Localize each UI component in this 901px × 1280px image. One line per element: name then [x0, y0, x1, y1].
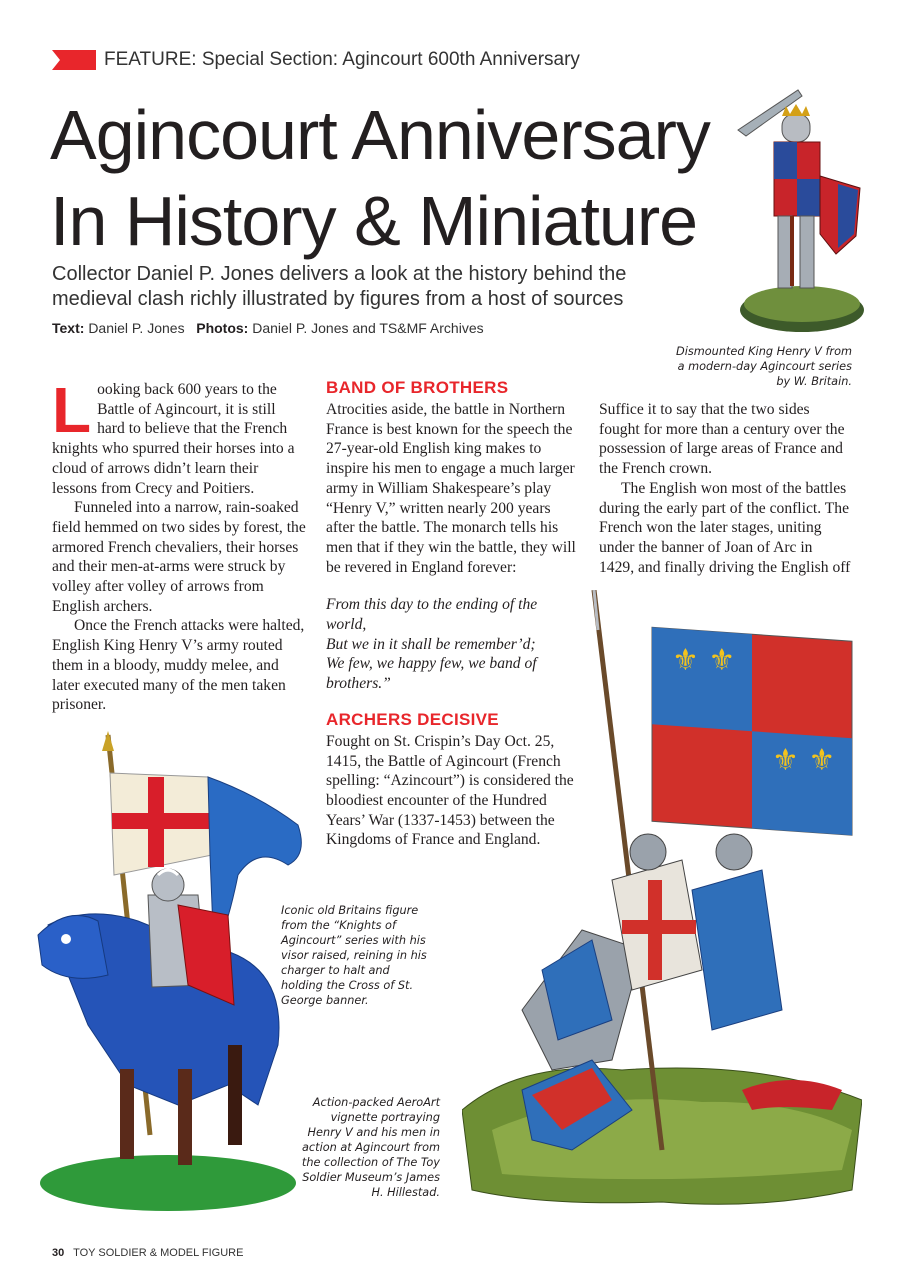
column1-paragraph-3: Once the French attacks were halted, English King Henry V’s army routed them in a bloody, muddy melee, and later executed many of the men taken prisoner.	[52, 617, 305, 714]
column1-paragraph-1: ooking back 600 years to the Battle of Agincourt, it is still hard to believe that the French knights who spurred their horses into a cloud of arrows didn’t learn their lessons from Crecy and Poitiers.	[52, 381, 295, 497]
column2-paragraph-2: Fought on St. Crispin’s Day Oct. 25, 1415, the Battle of Agincourt (French spelling: “Azincourt”) is considered the bloodiest encounter of the Hundred Years’ War (1337-1453) between the Kingdoms of France and England.	[326, 732, 574, 849]
page-footer	[52, 1247, 243, 1259]
king-henry-figure-illustration	[728, 84, 868, 342]
aeroart-vignette-illustration	[462, 590, 862, 1210]
page-title	[50, 92, 750, 264]
drop-cap: L	[52, 374, 92, 446]
svg-text:⚜ ⚜: ⚜ ⚜	[672, 643, 736, 678]
credits	[52, 320, 484, 336]
body-column-1	[52, 374, 307, 715]
title-line-2: In History & Miniature	[50, 182, 698, 260]
column3-paragraph-2: The English won most of the battles during the early part of the conflict. The French won the later stages, uniting under the banner of Joan of Arc in 1429, and finally driving the English off	[599, 479, 851, 576]
column3-paragraph-1: Suffice it to say that the two sides fought for more than a century over the possession of large areas of France and the French crown.	[599, 401, 845, 478]
quote-line-1: From this day to the ending of the world,	[326, 596, 538, 634]
column2-paragraph-1: Atrocities aside, the battle in Northern France is best known for the speech the 27-year-old English king makes to inspire his men to engage a much larger army in William Shakespeare’s play “Henry V,” written nearly 200 years after the battle. The monarch tells his men that if they win the battle, they will be revered in England forever:	[326, 401, 576, 576]
page-number: 30	[52, 1247, 65, 1259]
text-credit-label: Text:	[52, 320, 85, 336]
caption-aeroart-vignette: Action-packed AeroArt vignette portraying Henry V and his men in action at Agincourt from the collection of The Toy Soldier Museum’s James H. Hillestad.	[301, 1096, 440, 1199]
quote-line-2: But we in it shall be remember’d;	[326, 635, 536, 653]
section-heading-archers-decisive: ARCHERS DECISIVE	[326, 709, 499, 729]
body-column-3	[599, 400, 851, 577]
deck-line-1: Collector Daniel P. Jones delivers a look at the history behind the	[52, 263, 627, 285]
section-heading-band-of-brothers: BAND OF BROTHERS	[326, 378, 509, 397]
feature-marker-icon	[52, 50, 96, 70]
caption-old-britains-knight: Iconic old Britains figure from the “Knights of Agincourt” series with his visor raised, reining in his charger to halt and holding the Cross of St. George banner.	[281, 904, 427, 1007]
magazine-name: TOY SOLDIER & MODEL FIGURE	[73, 1247, 244, 1259]
text-credit-value: Daniel P. Jones	[88, 320, 185, 336]
column1-paragraph-2: Funneled into a narrow, rain-soaked field hemmed on two sides by forest, the armored French chevaliers, their horses and their men-at-arms were struck by volley after volley of arrows from English archers.	[52, 499, 306, 615]
photos-credit-value: Daniel P. Jones and TS&MF Archives	[252, 320, 484, 336]
title-line-1: Agincourt Anniversary	[50, 96, 710, 174]
svg-text:⚜ ⚜: ⚜ ⚜	[772, 743, 836, 778]
deck	[52, 262, 692, 312]
deck-line-2: medieval clash richly illustrated by figures from a host of sources	[52, 288, 624, 310]
feature-label: FEATURE: Special Section: Agincourt 600th Anniversary	[104, 49, 580, 70]
caption-king-henry: Dismounted King Henry V from a modern-day Agincourt series by W. Britain.	[676, 345, 852, 388]
mounted-knight-figure-illustration	[28, 725, 320, 1225]
photos-credit-label: Photos:	[196, 320, 249, 336]
quote-line-3: We few, we happy few, we band of brothers.”	[326, 655, 537, 693]
